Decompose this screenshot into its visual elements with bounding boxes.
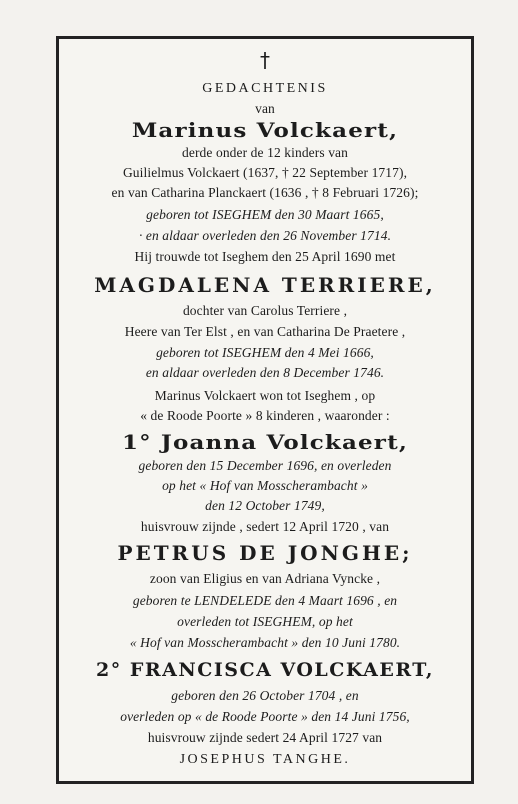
text-line: geboren den 15 December 1696, en overleden <box>138 458 392 473</box>
text-line: den 12 October 1749, <box>205 498 325 513</box>
text-line: zoon van Eligius en van Adriana Vyncke , <box>149 571 381 586</box>
text-line: geboren tot ISEGHEM den 30 Maart 1665, <box>146 207 384 222</box>
name-joanna: 1° Joanna Volckaert, <box>121 430 409 454</box>
memorial-card <box>56 36 474 784</box>
cross-icon: † <box>260 48 270 72</box>
text-line: geboren den 26 October 1704 , en <box>171 688 359 703</box>
text-line: Hij trouwde tot Iseghem den 25 April 1690 met <box>134 249 396 264</box>
name-magdalena: MAGDALENA TERRIERE, <box>94 273 436 297</box>
text-line: Marinus Volckaert won tot Iseghem , op <box>154 388 376 403</box>
text-line: geboren te LENDELEDE den 4 Maart 1696 , en <box>132 593 398 608</box>
text-line: dochter van Carolus Terriere , <box>182 303 348 318</box>
text-line: « Hof van Mosscherambacht » den 10 Juni 1780. <box>129 635 401 650</box>
text-line: derde onder de 12 kinders van <box>182 145 348 160</box>
text-line: Guilielmus Volckaert (1637, † 22 September 1717), <box>122 165 408 180</box>
text-line: huisvrouw zijnde , sedert 12 April 1720 , van <box>140 519 390 534</box>
text-line: Heere van Ter Elst , en van Catharina De Praetere , <box>124 324 406 339</box>
text-line: en van Catharina Planckaert (1636 , † 8 Februari 1726); <box>111 185 419 200</box>
text-line: op het « Hof van Mosscherambacht » <box>162 478 368 493</box>
text-line: en aldaar overleden den 8 December 1746. <box>145 365 385 380</box>
name-francisca: 2° FRANCISCA VOLCKAERT, <box>96 659 434 681</box>
text-line: van <box>255 101 275 116</box>
text-line: geboren tot ISEGHEM den 4 Mei 1666, <box>156 345 374 360</box>
text-line: huisvrouw zijnde sedert 24 April 1727 van <box>147 730 383 745</box>
text-line: « de Roode Poorte » 8 kinderen , waaronder : <box>140 408 390 423</box>
name-josephus: JOSEPHUS TANGHE. <box>179 752 351 767</box>
text-line: overleden op « de Roode Poorte » den 14 Juni 1756, <box>120 709 410 724</box>
heading: GEDACHTENIS <box>202 81 328 96</box>
text-line: overleden tot ISEGHEM, op het <box>177 614 353 629</box>
name-petrus: PETRUS DE JONGHE; <box>117 541 413 565</box>
text-line: · en aldaar overleden den 26 November 1714. <box>138 228 392 243</box>
name-marinus: Marinus Volckaert, <box>131 118 399 142</box>
